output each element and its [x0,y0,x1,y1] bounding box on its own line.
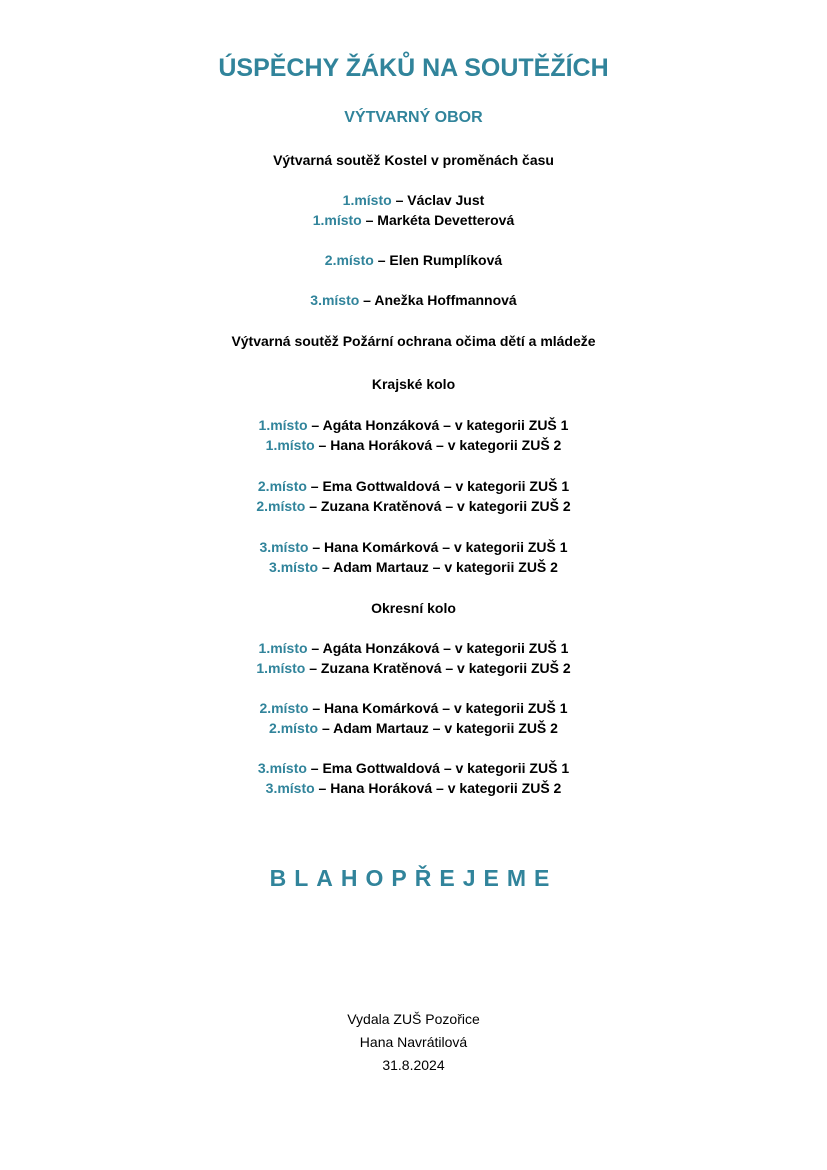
page-title: ÚSPĚCHY ŽÁKŮ NA SOUTĚŽÍCH [218,54,609,82]
congratulations-heading: BLAHOPŘEJEME [269,865,558,891]
result-line [0,290,827,310]
result-text: – Adam Martauz – v kategorii ZUŠ 2 [318,559,558,575]
result-place: 1.místo [342,192,392,208]
result-place: 2.místo [269,720,319,736]
result-text: – Václav Just [391,192,485,208]
result-line [0,435,827,455]
result-place: 1.místo [265,437,315,453]
result-text: – Agáta Honzáková – v kategorii ZUŠ 1 [307,640,569,656]
footer-author: Hana Navrátilová [359,1034,468,1050]
result-line [0,778,827,798]
result-place: 2.místo [257,478,307,494]
footer-publisher: Vydala ZUŠ Pozořice [347,1011,480,1027]
result-place: 2.místo [324,252,374,268]
result-place: 1.místo [256,660,306,676]
result-text: – Hana Horáková – v kategorii ZUŠ 2 [314,780,562,796]
result-place: 2.místo [259,700,309,716]
result-text: – Ema Gottwaldová – v kategorii ZUŠ 1 [306,760,570,776]
result-text: – Hana Komárková – v kategorii ZUŠ 1 [308,539,568,555]
result-text: – Adam Martauz – v kategorii ZUŠ 2 [318,720,558,736]
result-place: 1.místo [258,640,308,656]
result-line [0,638,827,658]
round-heading: Krajské kolo [371,376,456,392]
round-heading: Okresní kolo [371,600,456,616]
result-line [0,658,827,678]
result-text: – Elen Rumplíková [373,252,503,268]
result-line [0,250,827,270]
result-place: 2.místo [256,498,306,514]
section-heading: VÝTVARNÝ OBOR [344,109,483,126]
result-text: – Markéta Devetterová [361,212,515,228]
result-text: – Anežka Hoffmannová [359,292,517,308]
result-line [0,698,827,718]
result-line [0,718,827,738]
result-line [0,496,827,516]
result-line [0,210,827,230]
result-place: 3.místo [259,539,309,555]
result-place: 3.místo [269,559,319,575]
result-line [0,537,827,557]
result-place: 1.místo [312,212,362,228]
result-line [0,476,827,496]
result-text: – Zuzana Kratěnová – v kategorii ZUŠ 2 [305,498,571,514]
result-line [0,415,827,435]
contest-name: Výtvarná soutěž Kostel v proměnách času [273,152,554,168]
result-text: – Zuzana Kratěnová – v kategorii ZUŠ 2 [305,660,571,676]
result-text: – Hana Horáková – v kategorii ZUŠ 2 [314,437,562,453]
result-line [0,758,827,778]
result-text: – Ema Gottwaldová – v kategorii ZUŠ 1 [306,478,570,494]
result-place: 3.místo [257,760,307,776]
result-text: – Agáta Honzáková – v kategorii ZUŠ 1 [307,417,569,433]
contest-name: Výtvarná soutěž Požární ochrana očima dětí a mládeže [231,333,596,349]
result-place: 3.místo [310,292,360,308]
result-place: 1.místo [258,417,308,433]
result-line [0,190,827,210]
result-place: 3.místo [265,780,315,796]
result-text: – Hana Komárková – v kategorii ZUŠ 1 [308,700,568,716]
result-line [0,557,827,577]
footer-date: 31.8.2024 [382,1057,445,1073]
